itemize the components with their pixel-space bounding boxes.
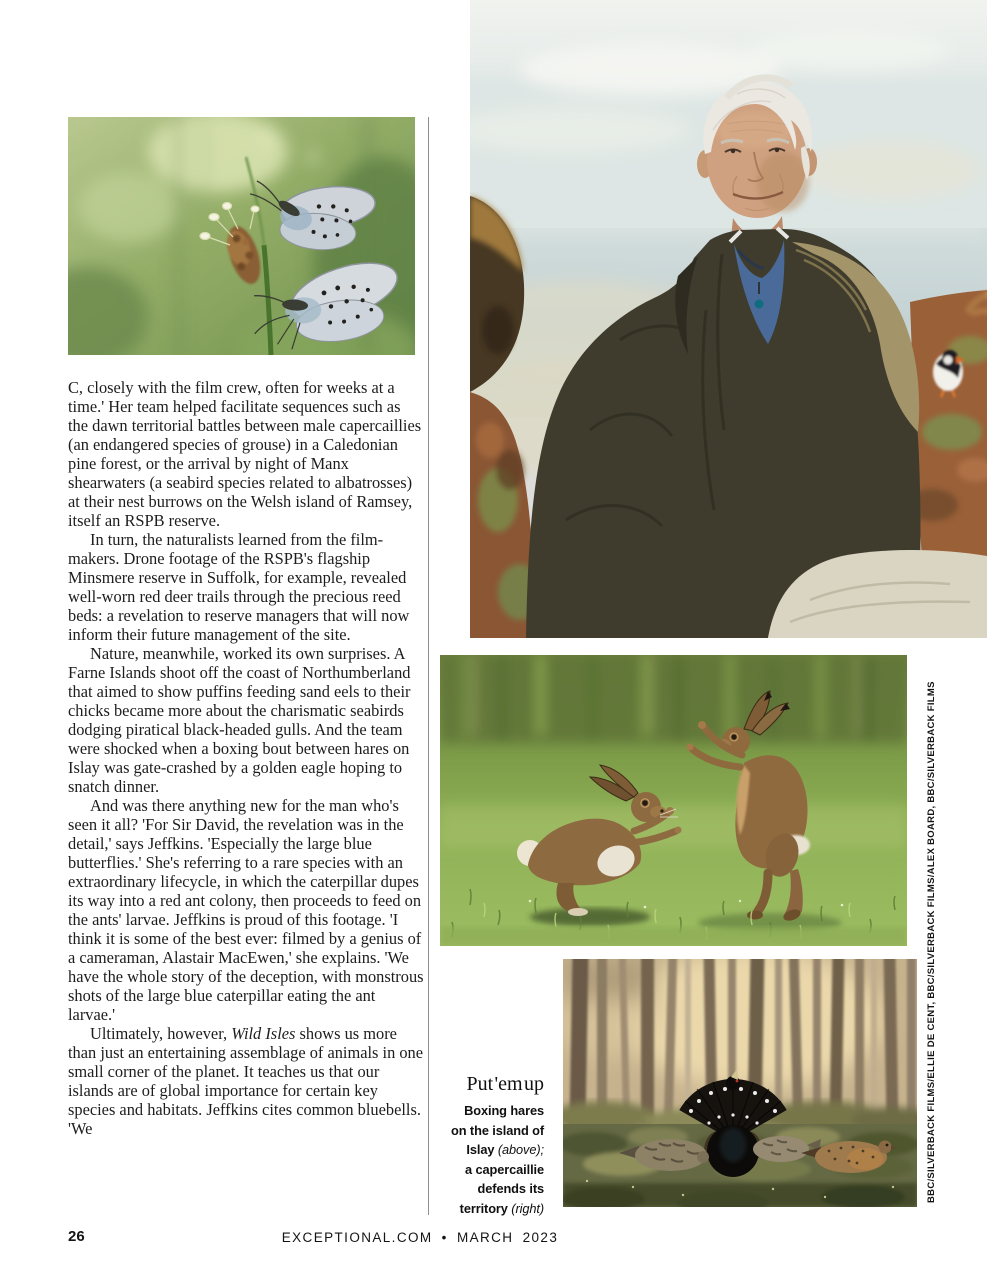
footer-magazine-line: EXCEPTIONAL.COM • MARCH 2023 (281, 1230, 559, 1245)
photo-large-blue-butterflies (68, 117, 415, 355)
article-paragraph-5 (68, 1024, 424, 1138)
caption-line-4: a capercaillie (465, 1161, 544, 1177)
article-paragraph-4: And was there anything new for the man who's seen it all? 'For Sir David, the revelation was in the detail,' says Jeffkins. 'Especially the large blue butterflies.' She's referring to a rare species with an extraordinary lifecycle, in which the caterpillar dupes its way into a red ant colony, then proceeds to feed on the ants' larvae. Jeffkins is proud of this footage. 'I think it is some of the best ever: filmed by a genius of a cameraman, Alastair MacEwen,' she explains. 'We have the whole story of the deception, with monstrous shots of the large blue caterpillar eating the ant larvae.' (68, 796, 424, 1024)
caption-body (430, 1101, 544, 1218)
caption-line-2: on the island of (451, 1122, 544, 1138)
caption-line-6: territory (459, 1200, 512, 1216)
caption-ref-above: (above); (497, 1142, 544, 1157)
column-rule (428, 117, 429, 1215)
caption-line-5: defends its (477, 1181, 544, 1196)
series-title-wild-isles: Wild Isles (231, 1024, 296, 1043)
photo-david-attenborough (470, 0, 987, 638)
article-paragraph-3: Nature, meanwhile, worked its own surprises. A Farne Islands shoot off the coast of Northumberland that aimed to show puffins feeding sand eels to their chicks became more about the charismatic seabirds dodging piratical black-headed gulls. And the team were shocked when a boxing bout between hares on Islay was gate-crashed by a golden eagle hoping to snatch dinner. (68, 644, 411, 796)
photo-caption (430, 1072, 544, 1218)
page-number: 26 (68, 1228, 85, 1245)
article-paragraph-2: In turn, the naturalists learned from the film-makers. Drone footage of the RSPB's flagship Minsmere reserve in Suffolk, for example, revealed well-worn red deer trails through the precious reed beds: a revelation to reserve managers that will now inform their future management of the site. (68, 530, 410, 644)
photo-credit: BBC/SILVERBACK FILMS/ELLIE DE CENT, BBC/SILVERBACK FILMS/ALEX BOARD, BBC/SILVERBACK FILMS (926, 681, 937, 1203)
article-paragraph-1: C, closely with the film crew, often for weeks at a time.' Her team helped facilitate sequences such as the dawn territorial battles between male capercaillies (an endangered species of grouse) in a Caledonian pine forest, or the arrival by night of Manx shearwaters (a seabird species related to albatrosses) at their nest burrows on the Welsh island of Ramsey, itself an RSPB reserve. (68, 378, 422, 530)
caption-ref-right: (right) (511, 1200, 544, 1216)
photo-boxing-hares (440, 655, 907, 946)
caption-line-3: Islay (466, 1142, 498, 1157)
caption-title: Put 'em up (466, 1073, 544, 1095)
paragraph-5-lead: Ultimately, however, (90, 1024, 232, 1043)
paragraph-5-rest: shows us more than just an entertaining assemblage of animals in one small corner of the planet. It teaches us that our islands are of global importance for certain key species and habitats. Jeffkins cites common bluebells. 'We (68, 1024, 424, 1138)
article-column (68, 378, 424, 1138)
photo-capercaillie-display (563, 959, 917, 1207)
caption-line-1: Boxing hares (464, 1103, 544, 1118)
